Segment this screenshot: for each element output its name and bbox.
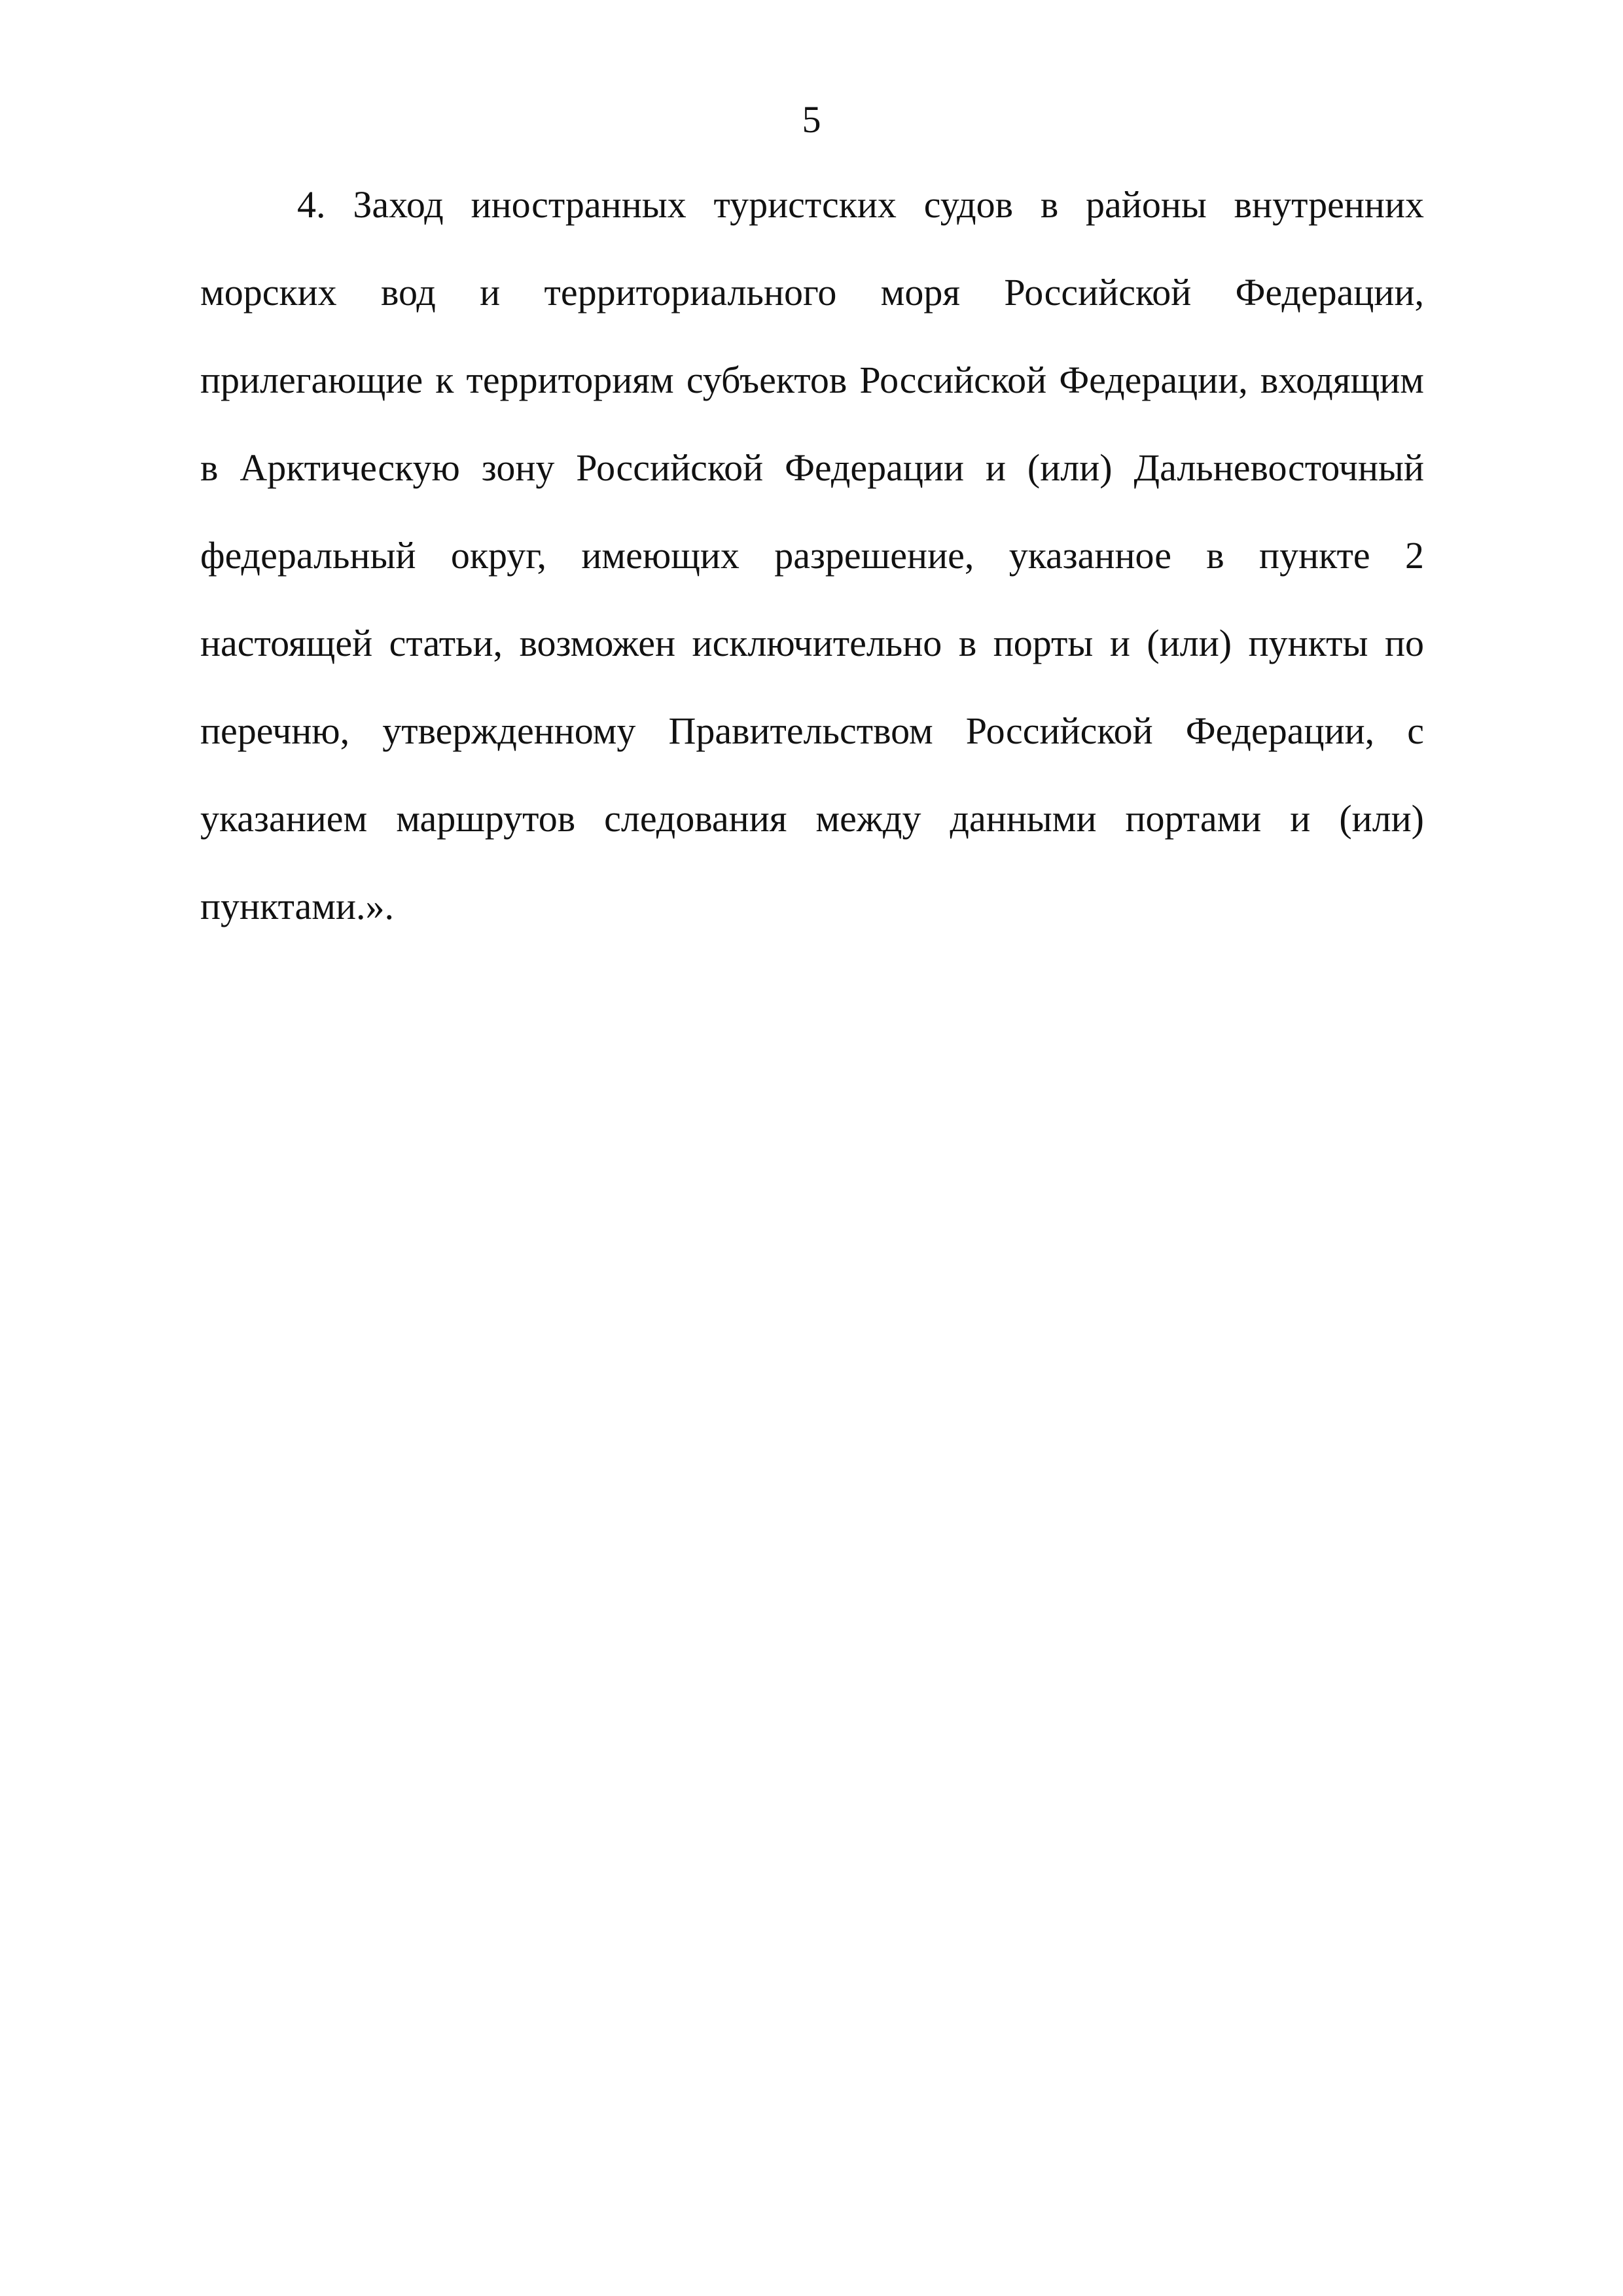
paragraph-line: морских вод и территориального моря Российской Федерации, [200, 271, 1424, 314]
paragraph-item-4 [200, 178, 1424, 967]
paragraph-line: перечню, утвержденному Правительством Российской Федерации, с [200, 709, 1424, 752]
paragraph-line: 4. Заход иностранных туристских судов в районы внутренних [297, 183, 1424, 226]
paragraph-line: прилегающие к территориям субъектов Российской Федерации, входящим [200, 359, 1424, 401]
paragraph-line: в Арктическую зону Российской Федерации и (или) Дальневосточный [200, 446, 1424, 489]
paragraph-line: указанием маршрутов следования между данными портами и (или) [200, 797, 1424, 840]
paragraph-line: настоящей статьи, возможен исключительно в порты и (или) пункты по [200, 622, 1424, 664]
page-number: 5 [802, 98, 821, 141]
paragraph-line: федеральный округ, имеющих разрешение, указанное в пункте 2 [200, 534, 1424, 577]
paragraph-line: пунктами.». [200, 885, 395, 927]
